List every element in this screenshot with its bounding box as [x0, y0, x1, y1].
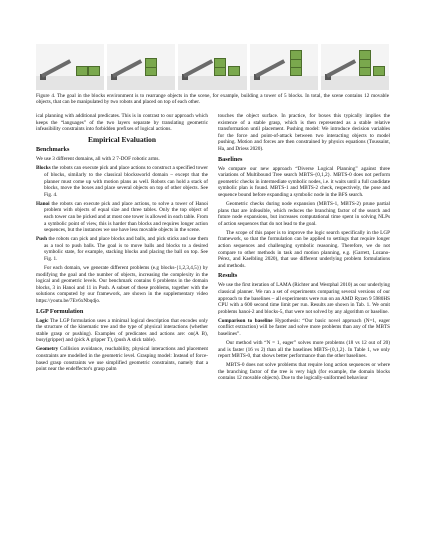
term-text: the robots can pick and place blocks and balls, and pick sticks and use them as a tool to push balls. The goal is to move balls and blocks to a desired symbolic state, for example, stacking blocks and placing the ball on top. See Fig. 1.: [44, 236, 208, 262]
term-text: The LGP formulation uses a minimal logical description that encodes only the structure of the kinematic tree and the type of physical interactions (whether stable grasp or pushing). Examples of predicates and actions are: on(A B), busy(gripper) and (pick A gripper T), (push A stick table).: [36, 317, 208, 344]
term-text: Collision avoidance, reachability, physical interactions and placement constraints are modelled in the geometric level. Grasping model: Instead of force-based grasp constraints we use simplified geometric constraints, namely that a point near the endeffector's grasp palm: [36, 346, 209, 373]
domain-description-hanoi: [36, 201, 208, 234]
figure-panel: [36, 44, 104, 90]
figure-panel: [107, 44, 175, 90]
paragraph: MBTS-0 does not solve problems that require long action sequences or where the branching factor of the tree is very high (for example, the domain blocks contains 12 movable objects). Due to the logically-uniformed behaviour: [218, 362, 390, 382]
subsection-heading: Results: [218, 272, 238, 280]
paragraph: We compare our new approach “Diverse Logical Planning” against three variations of Multibound Tree search MBTS-{0,1,2}. MBTS-0 does not perform geometric checks in intermediate symbolic nodes, i.e. it waits until a full candidate symbolic plan is found. MBTS-1 and MBTS-2 check, respectively, the pose and sequence bound before expanding a symbolic node in the BFS search.: [218, 165, 390, 199]
paragraph-comparison: [218, 318, 390, 338]
term: Comparison to baseline: [218, 317, 273, 324]
paragraph-logic: [36, 318, 208, 344]
figure-caption: Figure 4. The goal in the blocks environment is to rearrange objects in the scene, for example, building a tower of 5 blocks. In total, the scene contains 12 movable objects, that can be manipulated by two robots and placed on top of each other.: [36, 93, 389, 106]
paragraph: Our method with “N = 1, eager” solves more problems (18 vs 12 out of 20) and is faster (16 vs 2) than all the baselines MBTS-{0,1,2}. In Table 1, we only report MBTS-0, that shows better performance than the other baselines.: [218, 339, 390, 360]
figure-panel: [321, 44, 389, 90]
subsection-heading: Benchmarks: [36, 146, 70, 154]
figure-panel: [250, 44, 318, 90]
subsection-heading: LGP Formulation: [36, 307, 84, 315]
domain-description-push: [36, 236, 208, 262]
subsection-heading: Baselines: [218, 155, 243, 163]
left-column: [36, 113, 208, 375]
figure-4-image-strip: [36, 44, 389, 90]
term-text: Hypothesis: “Our basic novel approach (N=1, eager conflict extraction) will be faster and solve more problems than any of the MBTS baselines”.: [218, 317, 391, 337]
term: Push: [36, 236, 47, 243]
term: Geometry: [36, 346, 59, 353]
right-column: [218, 113, 390, 384]
term-text: the robots can execute pick and place actions, to solve a tower of Hanoi problem with objects of equal size and three tables. Only the top object of each tower can be picked and at most one tower is allowed in each table. From a symbolic point of view, this is harder than blocks and requires longer action sequences, but the instances we use have less movable objects in the scene.: [44, 200, 209, 234]
paragraph: ical planning with additional predicates. This is in contrast to our approach which keeps the “languages” of the two layers separate by translating geometric infeasibility constraints into forbidden prefixes of logical actions.: [36, 113, 208, 133]
paragraph: touches the object surface. In practice, for boxes this typically implies the existence of a stable grasp, which is then represented as a stable relative transformation until placement. Pushing model: We introduce decision variables for the force and point-of-attack between two interacting objects to model pushing. Motion and forces are then constrained by physics equations (Toussaint, Ha, and Driess 2020).: [218, 113, 390, 152]
paragraph: We use the first iteration of LAMA (Richter and Westphal 2010) as our underlying classical planner. We ran a set of experiments comparing several versions of our approach to the baselines – all experiments were run on an AMD Ryzen 9 5980HS CPU with a 600 second time limit per run. Results are shown in Tab. 1. We omit problems hanoi-2 and blocks-5, that were not solved by any algorithm or baseline.: [218, 282, 390, 315]
figure-panel: [178, 44, 246, 90]
paragraph: We use 3 different domains, all with 2 7-DOF robotic arms.: [36, 156, 160, 163]
paragraph: Geometric checks during node expansion (MBTS-1, MBTS-2) prune partial plans that are infeasible, which reduces the branching factor of the search and future node expansions, but increases computational time spent in solving NLPs of action sequences that do not lead to the goal.: [218, 201, 390, 227]
section-title: Empirical Evaluation: [88, 134, 156, 144]
term: Blocks: [36, 165, 51, 172]
term-text: the robots can execute pick and place actions to construct a specified tower of blocks, similarly to the classical blocksworld domain – except that the planner must come up with motion plans as well. Robots can hold a stack of blocks, move the boxes and place several objects on top of other objects. See Fig. 4.: [44, 165, 208, 198]
term: Hanoi: [36, 200, 50, 207]
paragraph: The scope of this paper is to improve the logic search specifically in the LGP framework, so that the formulation can be applied to settings that require longer action sequences and challenging symbolic reasoning. Therefore, we do not compare to other methods in task and motion planning, e.g. (Garrett, Lozano-Pérez, and Kaelbling 2020), that use different underlying problem formulations and methods.: [218, 229, 390, 269]
term: Logic: [36, 317, 49, 324]
domain-description-blocks: [36, 165, 208, 198]
paragraph: For each domain, we generate different problems (e.g blocks-{1,2,3,4,5}) by modifying the goal and the number of objects, increasing the complexity in the logical and geometric levels. Our benchmark contains 6 problems in the domain blocks, 3 in Hanoi and 11 in Push. A subset of these problems, together with the solutions computed by our framework, are shown in the supplementary video https://youtu.be/7Ev6xNbqdjo.: [36, 264, 208, 304]
paragraph-geometry: [36, 346, 208, 372]
